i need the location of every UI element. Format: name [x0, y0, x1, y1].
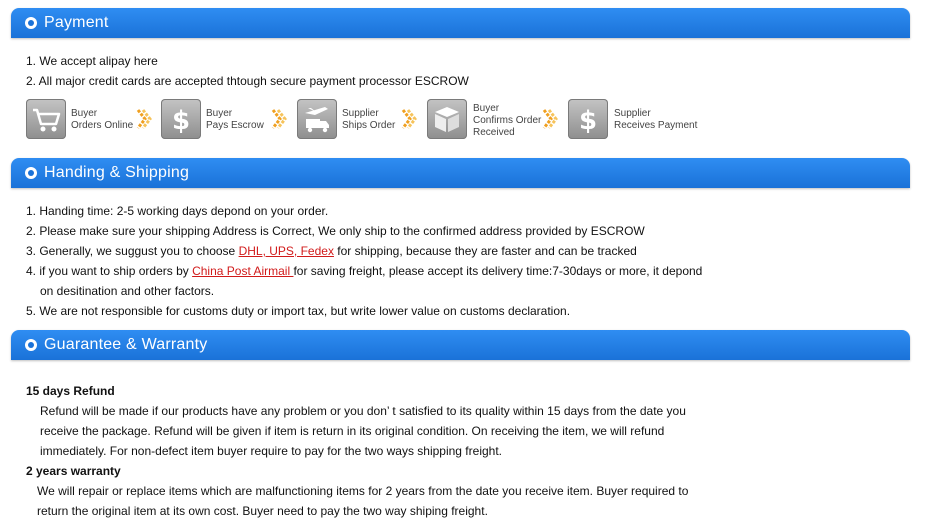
step-1-label-1: Buyer [71, 108, 98, 119]
payment-header [11, 8, 910, 38]
refund-line-1: Refund will be made if our products have any problem or you don’ t satisfied to its quality within 15 days from the date you [40, 404, 686, 418]
shipping-line-1: 1. Handing time: 2-5 working days depond on your order. [26, 204, 329, 218]
shipping-line-3-post: for shipping, because they are faster and can be tracked [333, 244, 637, 258]
dollar-icon [161, 99, 201, 139]
shipping-line-4 [26, 263, 702, 279]
step-3-label-1: Supplier [342, 108, 379, 119]
svg-text:$: $ [578, 106, 598, 136]
shipping-line-4-post: for saving freight, please accept its delivery time:7-30days or more, it depond [293, 264, 703, 278]
airplane-truck-icon [297, 99, 337, 139]
step-4-label-3: Received [473, 127, 515, 138]
warranty-header [11, 330, 910, 360]
circle-bullet-icon [25, 167, 37, 179]
package-icon [427, 99, 467, 139]
warranty-line-2: return the original item at its own cost. Buyer need to pay the two way shiping freight. [37, 504, 488, 518]
step-4-label-2: Confirms Order [473, 115, 542, 126]
carriers-link[interactable]: DHL, UPS, Fedex [238, 244, 334, 258]
payment-line-2: 2. All major credit cards are accepted thtough secure payment processor ESCROW [26, 74, 469, 88]
step-4-label-1: Buyer [473, 103, 500, 114]
refund-line-3: immediately. For non-defect item buyer require to pay for the two ways shipping freight. [40, 444, 502, 458]
dollar-icon [568, 99, 608, 139]
step-1-label-2: Orders Online [71, 120, 134, 131]
shipping-line-5: 5. We are not responsible for customs duty or import tax, but write lower value on customs declaration. [26, 304, 571, 318]
payment-title: Payment [44, 14, 109, 31]
shipping-line-3 [26, 243, 637, 259]
step-2-label-2: Pays Escrow [206, 120, 264, 131]
chevron-right-icon [136, 108, 152, 130]
shipping-line-3-pre: 3. Generally, we suggust you to choose [26, 244, 239, 258]
warranty-title: Guarantee & Warranty [44, 336, 208, 353]
payment-line-1: 1. We accept alipay here [26, 54, 158, 68]
step-5-label-2: Receives Payment [614, 120, 698, 131]
cart-icon [26, 99, 66, 139]
chevron-right-icon [401, 108, 417, 130]
chevron-right-icon [542, 108, 558, 130]
warranty-heading: 2 years warranty [26, 464, 121, 478]
refund-heading: 15 days Refund [26, 384, 115, 398]
step-3-label-2: Ships Order [342, 120, 396, 131]
shipping-header [11, 158, 910, 188]
svg-text:$: $ [171, 106, 191, 136]
refund-line-2: receive the package. Refund will be given if item is return in its original condition. On receiving the item, we will refund [40, 424, 665, 438]
step-5-label-1: Supplier [614, 108, 651, 119]
shipping-line-2: 2. Please make sure your shipping Address is Correct, We only ship to the confirmed address provided by ESCROW [26, 224, 645, 238]
shipping-title: Handing & Shipping [44, 164, 190, 181]
chevron-right-icon [271, 108, 287, 130]
shipping-line-4-cont: on desitination and other factors. [40, 284, 215, 298]
step-2-label-1: Buyer [206, 108, 233, 119]
shipping-line-4-pre: 4. if you want to ship orders by [26, 264, 193, 278]
china-post-airmail-link[interactable]: China Post Airmail [192, 264, 294, 278]
warranty-line-1: We will repair or replace items which are malfunctioning items for 2 years from the date you receive item. Buyer required to [37, 484, 689, 498]
circle-bullet-icon [25, 17, 37, 29]
circle-bullet-icon [25, 339, 37, 351]
